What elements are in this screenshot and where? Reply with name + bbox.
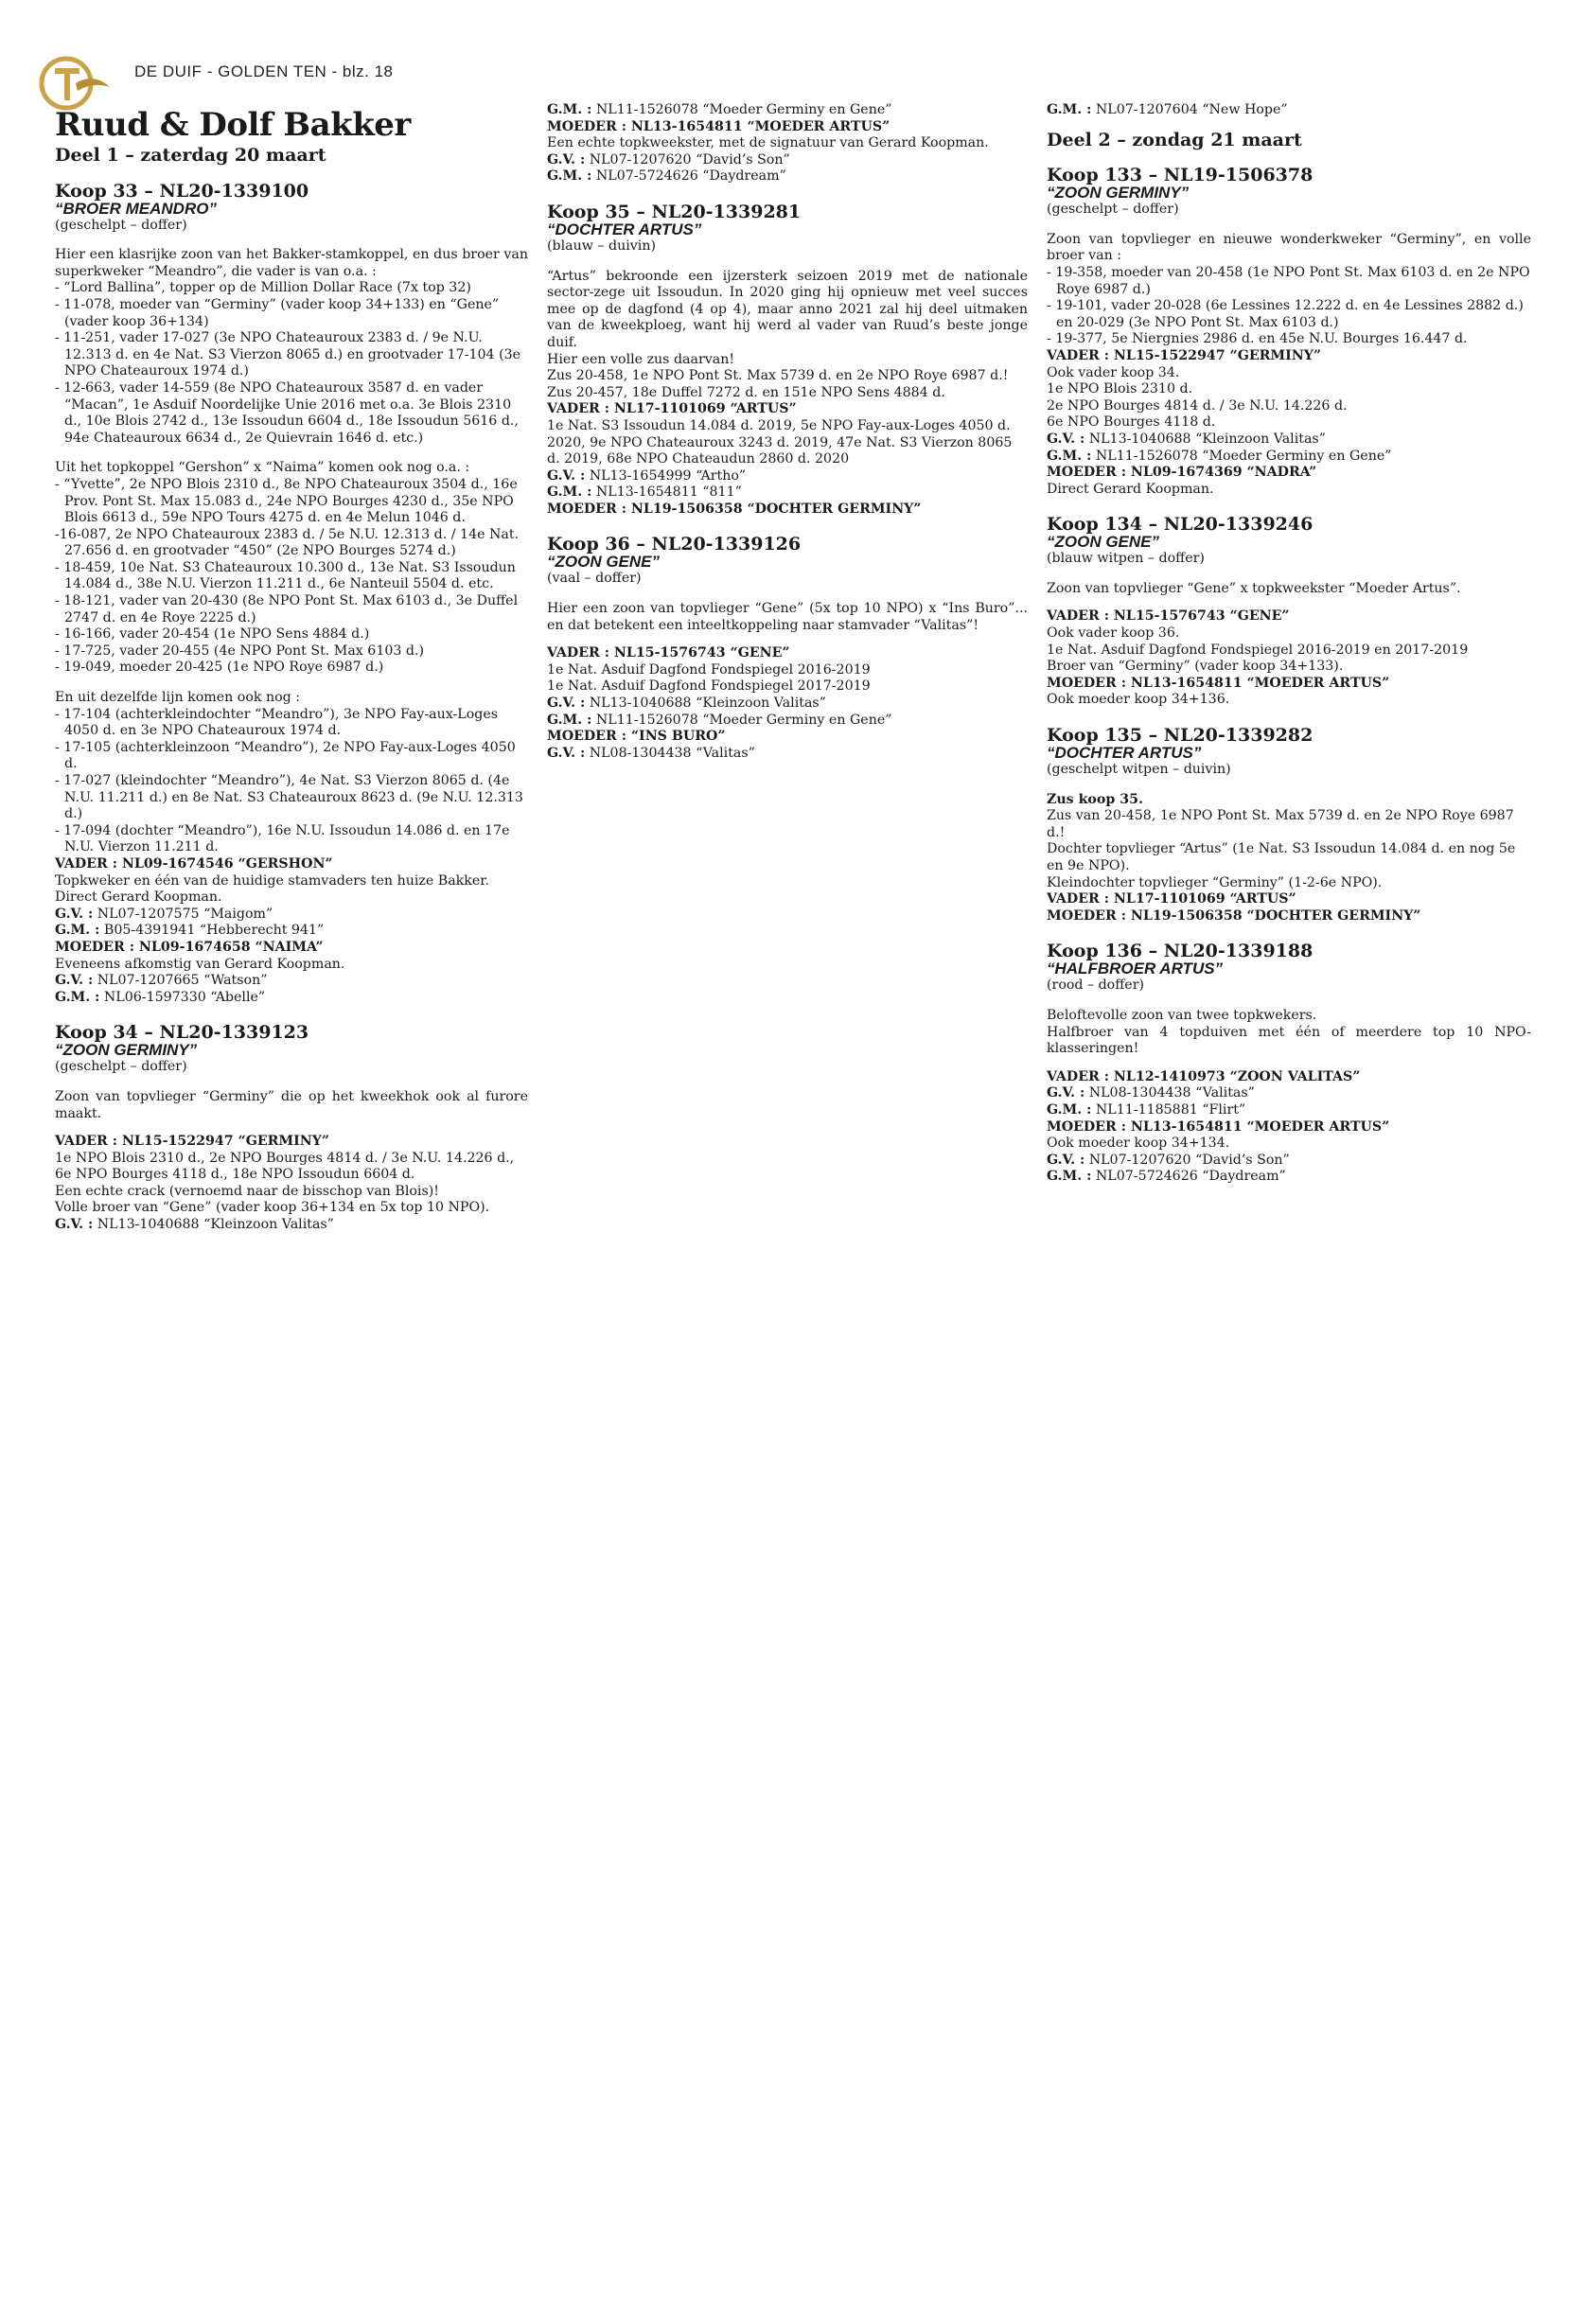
grandsire-name: NL07-1207665 “Watson” bbox=[97, 973, 268, 989]
granddam-label: G.M. : bbox=[547, 712, 592, 728]
pedigree-line: 1e NPO Blois 2310 d. bbox=[1047, 381, 1193, 397]
lot-33 bbox=[55, 182, 528, 1007]
grandsire-label: G.V. : bbox=[1047, 431, 1085, 447]
grandsire-label: G.V. : bbox=[55, 1217, 94, 1233]
lot-intro: Hier een klasrijke zoon van het Bakker-stamkoppel, en dus broer van superkweker “Meandro”, die vader is van o.a. : bbox=[55, 247, 528, 279]
dam-label: MOEDER : NL09-1674369 “NADRA” bbox=[1047, 465, 1317, 481]
lot-heading: Koop 133 – NL19-1506378 bbox=[1047, 165, 1314, 186]
lot-name: “ZOON GERMINY” bbox=[1047, 184, 1190, 202]
lot-name: “ZOON GERMINY” bbox=[55, 1041, 198, 1060]
grandsire-name: NL07-1207575 “Maigom” bbox=[97, 906, 273, 922]
list-item: - “Yvette”, 2e NPO Blois 2310 d., 8e NPO Chateauroux 3504 d., 16e Prov. Pont St. Max 15.083 d., 24e NPO Bourges 4230 d., 35e NPO Blois 6613 d., 59e NPO Tours 4275 d. en 4e Melun 1046 d. bbox=[55, 476, 518, 526]
granddam-label: G.M. : bbox=[1047, 102, 1092, 117]
pedigree-line: Topkweker en één van de huidige stamvaders ten huize Bakker. bbox=[55, 872, 489, 889]
pedigree-line: Zus 20-458, 1e NPO Pont St. Max 5739 d. en 2e NPO Roye 6987 d.! bbox=[547, 368, 1009, 384]
lot-heading: Koop 135 – NL20-1339282 bbox=[1047, 725, 1314, 747]
lot-name: “BROER MEANDRO” bbox=[55, 199, 217, 218]
lot-heading: Koop 33 – NL20-1339100 bbox=[55, 180, 309, 202]
page-title: Ruud & Dolf Bakker bbox=[55, 106, 411, 144]
granddam-label: G.M. : bbox=[1047, 1101, 1092, 1118]
grandsire-name: NL13-1040688 “Kleinzoon Valitas” bbox=[589, 695, 826, 712]
granddam-name: NL06-1597330 “Abelle” bbox=[103, 989, 266, 1005]
day-heading: Deel 2 – zondag 21 maart bbox=[1047, 129, 1302, 150]
column-3 bbox=[1047, 102, 1531, 1186]
list-item: - 17-105 (achterkleinzoon “Meandro”), 2e NPO Fay-aux-Loges 4050 d. bbox=[55, 739, 516, 772]
list-item: - 17-104 (achterkleindochter “Meandro”), 3e NPO Fay-aux-Loges 4050 d. en 3e NPO Chateauroux 1974 d. bbox=[55, 706, 499, 739]
lot-color-sex: (geschelpt – doffer) bbox=[55, 1059, 187, 1075]
lot-color-sex: (vaal – doffer) bbox=[547, 571, 642, 587]
sire-label: VADER : NL17-1101069 “ARTUS” bbox=[1047, 891, 1296, 907]
column-2 bbox=[547, 102, 1028, 762]
lot-34 bbox=[55, 1023, 528, 1233]
list-item: - 19-377, 5e Niergnies 2986 d. en 45e N.U. Bourges 16.447 d. bbox=[1047, 331, 1468, 347]
lot-135 bbox=[1047, 726, 1531, 924]
dam-label: MOEDER : “INS BURO” bbox=[547, 729, 726, 745]
list-item: - 17-725, vader 20-455 (4e NPO Pont St. Max 6103 d.) bbox=[55, 643, 425, 659]
list-item: -16-087, 2e NPO Chateauroux 2383 d. / 5e N.U. 12.313 d. / 14e Nat. 27.656 d. en grootvader “450” (2e NPO Bourges 5274 d.) bbox=[55, 526, 520, 559]
lot-intro: Uit het topkoppel “Gershon” x “Naima” komen ook nog o.a. : bbox=[55, 460, 470, 476]
list-item: - “Lord Ballina”, topper op de Million Dollar Race (7x top 32) bbox=[55, 280, 471, 296]
sire-label: VADER : NL12-1410973 “ZOON VALITAS” bbox=[1047, 1068, 1361, 1084]
lot-color-sex: (geschelpt – doffer) bbox=[55, 217, 187, 233]
pedigree-line: Ook moeder koop 34+134. bbox=[1047, 1136, 1230, 1152]
lot-heading: Koop 134 – NL20-1339246 bbox=[1047, 514, 1314, 536]
grandsire-label: G.V. : bbox=[1047, 1152, 1085, 1168]
granddam-label: G.M. : bbox=[547, 168, 592, 185]
sire-label: VADER : NL15-1522947 “GERMINY” bbox=[55, 1134, 330, 1150]
pedigree-line: Dochter topvlieger “Artus” (1e Nat. S3 Issoudun 14.084 d. en nog 5e en 9e NPO). bbox=[1047, 841, 1516, 873]
grandsire-label: G.V. : bbox=[547, 695, 586, 712]
list-item: - 11-251, vader 17-027 (3e NPO Chateauroux 2383 d. / 9e N.U. 12.313 d. en 4e Nat. S3 Vierzon 8065 d.) en grootvader 17-104 (3e NPO Chateauroux 1974 d.) bbox=[55, 330, 521, 379]
page-header: DE DUIF - GOLDEN TEN - blz. 18 bbox=[134, 62, 394, 80]
pedigree-line: 1e NPO Blois 2310 d., 2e NPO Bourges 4814 d. / 3e N.U. 14.226 d., 6e NPO Bourges 4118 d., 18e NPO Issoudun 6604 d. bbox=[55, 1150, 515, 1183]
grandsire-label: G.V. : bbox=[55, 973, 94, 989]
granddam-name: NL07-5724626 “Daydream” bbox=[1095, 1169, 1286, 1185]
list-item: - 11-078, moeder van “Germiny” (vader koop 34+133) en “Gene” (vader koop 36+134) bbox=[55, 296, 500, 329]
sire-label: VADER : NL17-1101069 “ARTUS” bbox=[547, 401, 797, 417]
list-item: - 16-166, vader 20-454 (1e NPO Sens 4884 d.) bbox=[55, 626, 370, 643]
list-item: - 19-101, vader 20-028 (6e Lessines 12.222 d. en 4e Lessines 2882 d.) en 20-029 (3e NPO Pont St. Max 6103 d.) bbox=[1047, 298, 1524, 330]
lot-heading: Koop 36 – NL20-1339126 bbox=[547, 534, 802, 555]
lot-133 bbox=[1047, 166, 1531, 498]
day-heading: Deel 1 – zaterdag 20 maart bbox=[55, 145, 326, 166]
pedigree-line: 2e NPO Bourges 4814 d. / 3e N.U. 14.226 d. bbox=[1047, 397, 1348, 414]
dam-label: MOEDER : NL19-1506358 “DOCHTER GERMINY” bbox=[547, 501, 922, 517]
lot-name: “DOCHTER ARTUS” bbox=[547, 220, 702, 238]
granddam-name: NL11-1526078 “Moeder Germiny en Gene” bbox=[1095, 448, 1392, 464]
lot-intro: Zoon van topvlieger en nieuwe wonderkweker “Germiny”, en volle broer van : bbox=[1047, 231, 1531, 264]
pedigree-line: Ook moeder koop 34+136. bbox=[1047, 692, 1230, 708]
list-item: - 18-121, vader van 20-430 (8e NPO Pont St. Max 6103 d., 3e Duffel 2747 d. en 4e Roye 2225 d.) bbox=[55, 593, 519, 625]
granddam-label: G.M. : bbox=[547, 102, 592, 117]
granddam-name: NL11-1185881 “Flirt” bbox=[1095, 1101, 1246, 1118]
dam-label: MOEDER : NL19-1506358 “DOCHTER GERMINY” bbox=[1047, 907, 1421, 924]
granddam-name: NL07-5724626 “Daydream” bbox=[595, 168, 786, 185]
dam-label: MOEDER : NL09-1674658 “NAIMA” bbox=[55, 939, 324, 955]
pedigree-line: Een echte topkweekster, met de signatuur van Gerard Koopman. bbox=[547, 135, 989, 151]
lot-intro: Beloftevolle zoon van twee topkwekers. bbox=[1047, 1007, 1317, 1023]
pedigree-line: Hier een volle zus daarvan! bbox=[547, 351, 735, 367]
lot-heading: Koop 136 – NL20-1339188 bbox=[1047, 941, 1314, 962]
pedigree-line: Ook vader koop 36. bbox=[1047, 625, 1180, 642]
sire-label: VADER : NL15-1522947 “GERMINY” bbox=[1047, 347, 1322, 363]
grandsire-name: NL07-1207620 “David’s Son” bbox=[589, 151, 790, 167]
grandsire-label: G.V. : bbox=[55, 906, 94, 922]
lot-intro: Zoon van topvlieger “Gene” x topkweekster “Moeder Artus”. bbox=[1047, 580, 1461, 596]
list-item: - 17-094 (dochter “Meandro”), 16e N.U. Issoudun 14.086 d. en 17e N.U. Vierzon 11.211 d. bbox=[55, 822, 510, 855]
granddam-label: G.M. : bbox=[55, 923, 100, 939]
lot-intro: En uit dezelfde lijn komen ook nog : bbox=[55, 690, 301, 706]
lot-color-sex: (blauw – duivin) bbox=[547, 238, 656, 254]
grandsire-name: NL08-1304438 “Valitas” bbox=[589, 745, 755, 761]
lot-intro: Halfbroer van 4 topduiven met één of meerdere top 10 NPO-klasseringen! bbox=[1047, 1024, 1531, 1057]
grandsire-name: NL13-1040688 “Kleinzoon Valitas” bbox=[1088, 431, 1326, 447]
pedigree-line: Direct Gerard Koopman. bbox=[1047, 481, 1214, 497]
lot-heading: Koop 34 – NL20-1339123 bbox=[55, 1022, 309, 1044]
lot-intro: Hier een zoon van topvlieger “Gene” (5x top 10 NPO) x “Ins Buro”... en dat betekent een inteeltkoppeling naar stamvader “Valitas”! bbox=[547, 601, 1028, 633]
pedigree-line: Broer van “Germiny” (vader koop 34+133). bbox=[1047, 659, 1344, 675]
lot-heading: Koop 35 – NL20-1339281 bbox=[547, 201, 802, 222]
pedigree-line: Een echte crack (vernoemd naar de bisschop van Blois)! bbox=[55, 1183, 439, 1199]
granddam-name: NL07-1207604 “New Hope” bbox=[1095, 102, 1288, 117]
lot-intro: “Artus” bekroonde een ijzersterk seizoen 2019 met de nationale sector-zege uit Issoudun. In 2020 ging hij opnieuw met veel succes mee op de dagfond (4 op 4), maar anno 2021 zal hij deel uitmaken van de kweekploeg, want hij werd al vader van Ruud’s beste jonge duif. bbox=[547, 268, 1028, 350]
sire-label: VADER : NL09-1674546 “GERSHON” bbox=[55, 855, 333, 872]
granddam-label: G.M. : bbox=[55, 989, 100, 1005]
grandsire-label: G.V. : bbox=[547, 467, 586, 484]
grandsire-label: G.V. : bbox=[1047, 1085, 1085, 1101]
lot-name: “DOCHTER ARTUS” bbox=[1047, 744, 1202, 763]
pedigree-line: Eveneens afkomstig van Gerard Koopman. bbox=[55, 956, 345, 972]
list-item: - 19-049, moeder 20-425 (1e NPO Roye 6987 d.) bbox=[55, 660, 384, 676]
pedigree-line: 1e Nat. S3 Issoudun 14.084 d. 2019, 5e NPO Fay-aux-Loges 4050 d. 2020, 9e NPO Chateauroux 3243 d. 2019, 47e Nat. S3 Vierzon 8065 d. 2019, 68e NPO Chateaudun 2860 d. 2020 bbox=[547, 417, 1013, 467]
pedigree-line: Zus 20-457, 18e Duffel 7272 d. en 151e NPO Sens 4884 d. bbox=[547, 384, 945, 400]
granddam-label: G.M. : bbox=[547, 484, 592, 501]
list-item: - 17-027 (kleindochter “Meandro”), 4e Nat. S3 Vierzon 8065 d. (4e N.U. 11.211 d.) en 8e Nat. S3 Chateauroux 8623 d. (9e N.U. 12.313 d.) bbox=[55, 773, 523, 822]
pedigree-line: 1e Nat. Asduif Dagfond Fondspiegel 2016-2019 en 2017-2019 bbox=[1047, 642, 1469, 658]
lot-color-sex: (blauw witpen – doffer) bbox=[1047, 551, 1205, 567]
pedigree-line: Volle broer van “Gene” (vader koop 36+134 en 5x top 10 NPO). bbox=[55, 1200, 490, 1216]
sire-label: VADER : NL15-1576743 “GENE” bbox=[1047, 608, 1290, 625]
granddam-name: NL11-1526078 “Moeder Germiny en Gene” bbox=[595, 712, 892, 728]
grandsire-name: NL08-1304438 “Valitas” bbox=[1088, 1085, 1255, 1101]
granddam-name: NL13-1654811 “811” bbox=[595, 484, 742, 501]
grandsire-name: NL07-1207620 “David’s Son” bbox=[1088, 1152, 1290, 1168]
dam-label: MOEDER : NL13-1654811 “MOEDER ARTUS” bbox=[1047, 675, 1390, 691]
grandsire-name: NL13-1040688 “Kleinzoon Valitas” bbox=[97, 1217, 334, 1233]
lot-note: Zus koop 35. bbox=[1047, 791, 1143, 807]
lot-name: “ZOON GENE” bbox=[547, 553, 661, 572]
column-1 bbox=[55, 142, 528, 1234]
lot-intro: Zoon van topvlieger “Germiny” die op het kweekhok ook al furore maakt. bbox=[55, 1088, 528, 1121]
pedigree-line: Ook vader koop 34. bbox=[1047, 364, 1180, 380]
lot-136 bbox=[1047, 942, 1531, 1186]
list-item: - 19-358, moeder van 20-458 (1e NPO Pont St. Max 6103 d. en 2e NPO Roye 6987 d.) bbox=[1047, 264, 1530, 297]
grandsire-name: NL13-1654999 “Artho” bbox=[589, 467, 747, 484]
pedigree-line: Direct Gerard Koopman. bbox=[55, 889, 222, 906]
granddam-name: B05-4391941 “Hebberecht 941” bbox=[103, 923, 325, 939]
lot-name: “HALFBROER ARTUS” bbox=[1047, 960, 1224, 978]
grandsire-label: G.V. : bbox=[547, 151, 586, 167]
lot-36 bbox=[547, 535, 1028, 762]
pedigree-line: 6e NPO Bourges 4118 d. bbox=[1047, 414, 1216, 431]
lot-134 bbox=[1047, 515, 1531, 709]
lot-color-sex: (geschelpt witpen – duivin) bbox=[1047, 762, 1231, 778]
lot-color-sex: (rood – doffer) bbox=[1047, 977, 1145, 994]
granddam-name: NL11-1526078 “Moeder Germiny en Gene” bbox=[595, 102, 892, 117]
granddam-label: G.M. : bbox=[1047, 1169, 1092, 1185]
pedigree-line: 1e Nat. Asduif Dagfond Fondspiegel 2016-2019 bbox=[547, 661, 871, 678]
list-item: - 18-459, 10e Nat. S3 Chateauroux 10.300 d., 13e Nat. S3 Issoudun 14.084 d., 38e N.U. Vierzon 11.211 d., 6e Nanteuil 5504 d. etc. bbox=[55, 559, 516, 592]
sire-label: VADER : NL15-1576743 “GENE” bbox=[547, 645, 790, 661]
lot-color-sex: (geschelpt – doffer) bbox=[1047, 202, 1179, 218]
dam-label: MOEDER : NL13-1654811 “MOEDER ARTUS” bbox=[1047, 1118, 1390, 1135]
granddam-label: G.M. : bbox=[1047, 448, 1092, 464]
list-item: - 12-663, vader 14-559 (8e NPO Chateauroux 3587 d. en vader “Macan”, 1e Asduif Noordelijke Unie 2016 met o.a. 3e Blois 2310 d., 10e Blois 2742 d., 13e Issoudun 6604 d., 18e Issoudun 5616 d., 94e Chateauroux 6634 d., 2e Quievrain 1646 d. etc.) bbox=[55, 379, 519, 446]
pedigree-line: 1e Nat. Asduif Dagfond Fondspiegel 2017-2019 bbox=[547, 678, 871, 695]
lot-35 bbox=[547, 202, 1028, 519]
pedigree-line: Zus van 20-458, 1e NPO Pont St. Max 5739 d. en 2e NPO Roye 6987 d.! bbox=[1047, 808, 1514, 840]
pedigree-line: Kleindochter topvlieger “Germiny” (1-2-6e NPO). bbox=[1047, 874, 1383, 890]
golden-ten-logo bbox=[38, 55, 115, 112]
dam-label: MOEDER : NL13-1654811 “MOEDER ARTUS” bbox=[547, 118, 890, 134]
grandsire-label: G.V. : bbox=[547, 745, 586, 761]
lot-name: “ZOON GENE” bbox=[1047, 533, 1160, 552]
